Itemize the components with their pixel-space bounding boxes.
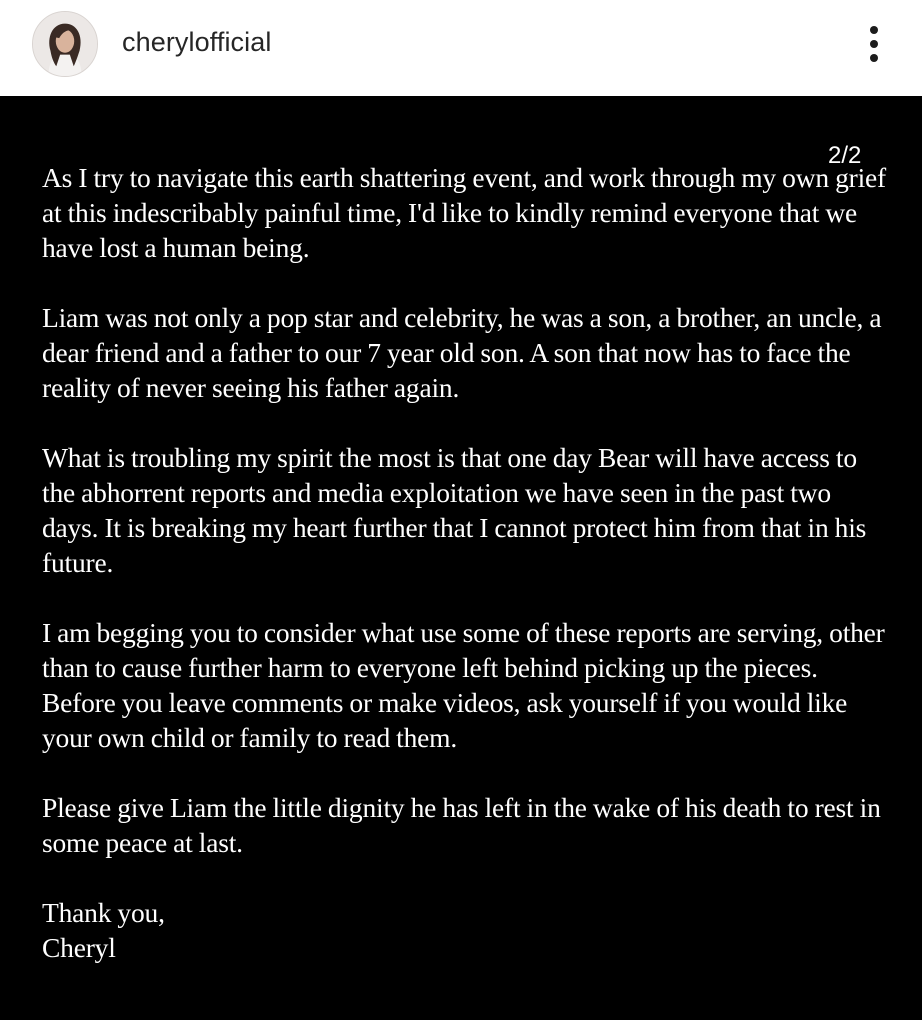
vertical-ellipsis-icon	[870, 54, 878, 62]
post-header	[0, 0, 922, 96]
username-link[interactable]: cherylofficial	[122, 27, 272, 57]
statement-paragraph: What is troubling my spirit the most is that one day Bear will have access to the abhorrent reports and media exploitation we have seen in the past two days. It is breaking my heart further that I cannot protect him from that in his future.	[42, 442, 867, 578]
carousel-page-counter: 2/2	[828, 142, 862, 169]
statement-paragraph: I am begging you to consider what use some of these reports are serving, other than to cause further harm to everyone left behind picking up the pieces. Before you leave comments or make videos, ask yourself if you would like your own child or family to read them.	[42, 617, 885, 753]
signoff-name: Cheryl	[42, 932, 116, 963]
vertical-ellipsis-icon	[870, 40, 878, 48]
profile-avatar[interactable]	[32, 11, 98, 77]
avatar-photo-icon	[33, 12, 97, 76]
statement-paragraph: As I try to navigate this earth shattering event, and work through my own grief at this indescribably painful time, I'd like to kindly remind everyone that we have lost a human being.	[42, 162, 887, 263]
statement-text	[42, 160, 892, 965]
signoff-thank-you: Thank you,	[42, 897, 165, 928]
more-options-button[interactable]	[856, 18, 894, 70]
statement-paragraph: Please give Liam the little dignity he has left in the wake of his death to rest in some peace at last.	[42, 792, 881, 858]
bottom-divider	[0, 1020, 922, 1024]
statement-paragraph: Liam was not only a pop star and celebrity, he was a son, a brother, an uncle, a dear friend and a father to our 7 year old son. A son that now has to face the reality of never seeing his father again.	[42, 302, 882, 403]
vertical-ellipsis-icon	[870, 26, 878, 34]
